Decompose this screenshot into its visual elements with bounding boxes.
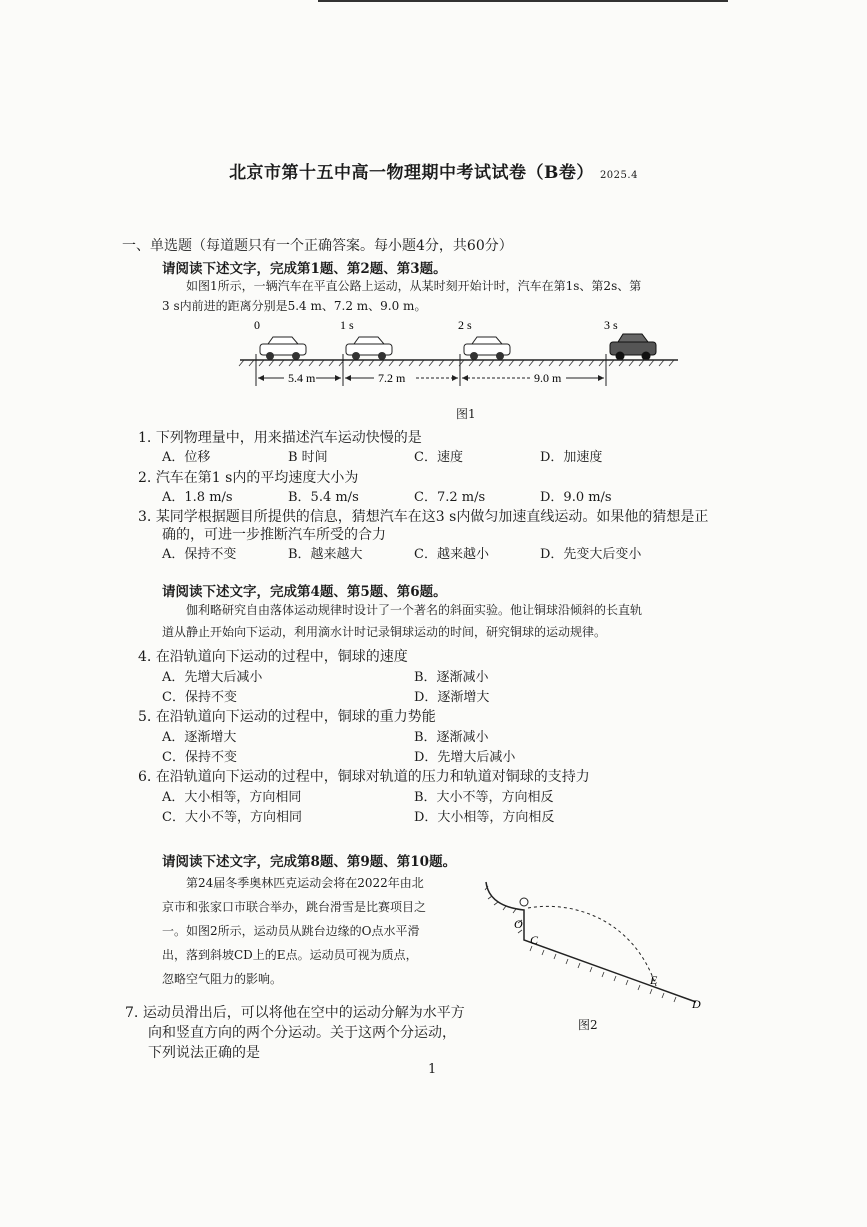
q4-option-a[interactable]: A．先增大后减小: [162, 670, 263, 685]
slope-outline: [486, 882, 696, 1002]
exam-date: 2025.4: [599, 170, 638, 181]
group1-passage-line1: 如图1所示，一辆汽车在平直公路上运动，从某时刻开始计时，汽车在第1s、第2s、第: [186, 279, 642, 293]
q6-option-a[interactable]: A．大小相等，方向相同: [162, 790, 302, 805]
trajectory-path: [528, 906, 656, 986]
question-5: 5. 在沿轨道向下运动的过程中，铜球的重力势能: [138, 709, 436, 725]
question-7-line3: 下列说法正确的是: [148, 1045, 260, 1061]
q5-option-b[interactable]: B．逐渐减小: [414, 730, 489, 745]
group3-passage-line4: 出，落到斜坡CD上的E点。运动员可视为质点，: [162, 948, 418, 962]
road-hatching: [239, 360, 674, 366]
group3-passage-line3: 一。如图2所示，运动员从跳台边缘的O点水平滑: [162, 924, 420, 938]
q2-option-c[interactable]: C．7.2 m/s: [414, 490, 486, 505]
question-4: 4. 在沿轨道向下运动的过程中，铜球的速度: [138, 649, 408, 665]
group2-instruction: 请阅读下述文字，完成第4题、第5题、第6题。: [162, 584, 447, 600]
time-label-0: 0: [254, 318, 260, 332]
time-label-1s: 1 s: [340, 318, 354, 332]
group3-instruction: 请阅读下述文字，完成第8题、第9题、第10题。: [162, 854, 457, 870]
q2-option-d[interactable]: D．9.0 m/s: [540, 490, 612, 505]
car-icon: [346, 337, 392, 360]
q2-option-a[interactable]: A．1.8 m/s: [162, 490, 233, 505]
car-icon: [260, 337, 306, 360]
group1-passage-line2: 3 s内前进的距离分别是5.4 m、7.2 m、9.0 m。: [162, 299, 427, 313]
group3-passage-line1: 第24届冬季奥林匹克运动会将在2022年由北: [186, 876, 424, 890]
group3-passage-line5: 忽略空气阻力的影响。: [162, 972, 283, 986]
q6-option-b[interactable]: B．大小不等，方向相反: [414, 790, 554, 805]
question-7: 7. 运动员滑出后，可以将他在空中的运动分解为水平方: [125, 1005, 465, 1021]
skier-icon: [520, 898, 528, 906]
q6-option-c[interactable]: C．大小不等，方向相同: [162, 810, 302, 825]
q3-option-b[interactable]: B．越来越大: [288, 547, 363, 562]
car-icon: [464, 337, 510, 360]
question-6: 6. 在沿轨道向下运动的过程中，铜球对轨道的压力和轨道对铜球的支持力: [138, 769, 590, 785]
figure1-caption: 图1: [456, 407, 476, 421]
distance-label-3: 9.0 m: [534, 371, 562, 385]
question-3: 3. 某同学根据题目所提供的信息，猜想汽车在这3 s内做匀加速直线运动。如果他的猜想是正: [138, 509, 709, 525]
q1-option-c[interactable]: C．速度: [414, 450, 463, 465]
q3-option-c[interactable]: C．越来越小: [414, 547, 489, 562]
exam-title-main: 北京市第十五中高一物理期中考试试卷（B卷）: [229, 163, 594, 183]
point-D-label: D: [692, 997, 701, 1010]
q1-option-a[interactable]: A．位移: [162, 450, 211, 465]
car-icon: [610, 334, 656, 361]
section-heading: 一、单选题（每道题只有一个正确答案。每小题4分，共60分）: [122, 238, 513, 254]
distance-label-1: 5.4 m: [288, 371, 316, 385]
figure2-caption: 图2: [578, 1018, 598, 1032]
question-2: 2. 汽车在第1 s内的平均速度大小为: [138, 470, 359, 486]
q4-option-d[interactable]: D．逐渐增大: [414, 690, 490, 705]
q4-option-c[interactable]: C．保持不变: [162, 690, 237, 705]
question-3-line2: 确的，可进一步推断汽车所受的合力: [162, 527, 386, 543]
q5-option-d[interactable]: D．先增大后减小: [414, 750, 516, 765]
distance-label-2: 7.2 m: [378, 371, 406, 385]
q1-option-d[interactable]: D．加速度: [540, 450, 603, 465]
q6-option-d[interactable]: D．大小相等，方向相反: [414, 810, 555, 825]
figure2-ski-jump-diagram: [484, 880, 714, 1010]
q5-option-c[interactable]: C．保持不变: [162, 750, 237, 765]
q1-option-b[interactable]: B 时间: [288, 450, 328, 465]
point-O-label: O: [514, 917, 523, 931]
scan-top-edge: [318, 0, 728, 2]
question-7-line2: 向和竖直方向的两个分运动。关于这两个分运动，: [148, 1025, 456, 1041]
page-number: 1: [428, 1062, 437, 1077]
point-E-label: E: [650, 973, 658, 987]
group2-passage-line2: 道从静止开始向下运动，利用滴水计时记录铜球运动的时间，研究铜球的运动规律。: [162, 625, 607, 639]
group2-passage-line1: 伽利略研究自由落体运动规律时设计了一个著名的斜面实验。他让铜球沿倾斜的长直轨: [186, 603, 643, 617]
exam-title: [0, 158, 867, 183]
question-1: 1. 下列物理量中，用来描述汽车运动快慢的是: [138, 430, 422, 446]
q3-option-d[interactable]: D．先变大后变小: [540, 547, 642, 562]
time-label-3s: 3 s: [604, 318, 618, 332]
q3-option-a[interactable]: A．保持不变: [162, 547, 237, 562]
figure1-car-diagram: [236, 314, 686, 394]
q2-option-b[interactable]: B．5.4 m/s: [288, 490, 359, 505]
q5-option-a[interactable]: A．逐渐增大: [162, 730, 237, 745]
group3-passage-line2: 京市和张家口市联合举办，跳台滑雪是比赛项目之: [162, 900, 427, 914]
time-label-2s: 2 s: [458, 318, 472, 332]
q4-option-b[interactable]: B．逐渐减小: [414, 670, 489, 685]
point-C-label: C: [530, 933, 539, 947]
group1-instruction: 请阅读下述文字，完成第1题、第2题、第3题。: [162, 261, 447, 277]
